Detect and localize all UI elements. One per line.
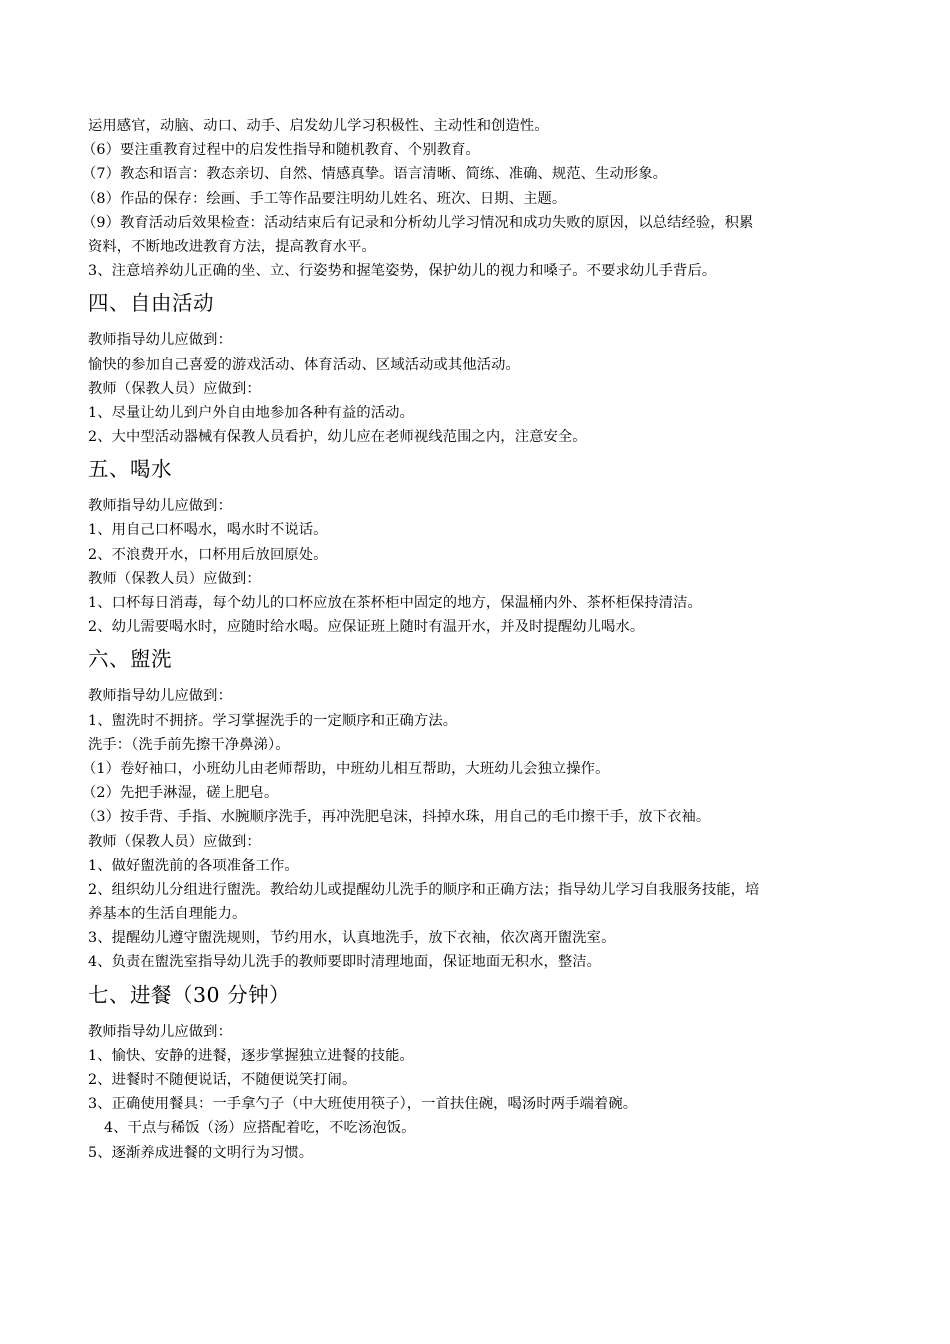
section-heading: 七、进餐（30 分钟） [88,982,291,1007]
text-line: 教师（保教人员）应做到： [88,833,261,850]
text-line: 教师（保教人员）应做到： [88,570,261,587]
text-line: 教师指导幼儿应做到： [88,332,232,349]
text-line: 运用感官，动脑、动口、动手、启发幼儿学习积极性、主动性和创造性。 [88,118,549,134]
text-line: 教师指导幼儿应做到： [88,1023,232,1040]
text-line: 1、口杯每日消毒，每个幼儿的口杯应放在茶杯柜中固定的地方，保温桶内外、茶杯柜保持清洁。 [88,595,702,611]
section-heading: 六、盥洗 [88,647,172,672]
text-line: 养基本的生活自理能力。 [88,906,247,923]
text-line: 2、幼儿需要喝水时，应随时给水喝。应保证班上随时有温开水，并及时提醒幼儿喝水。 [88,619,645,636]
text-line: 教师指导幼儿应做到： [88,498,232,515]
section-heading: 四、自由活动 [88,291,214,316]
text-line: 3、注意培养幼儿正确的坐、立、行姿势和握笔姿势，保护幼儿的视力和嗓子。不要求幼儿手背后。 [88,263,717,280]
section-heading: 五、喝水 [88,457,172,482]
text-line: （9）教育活动后效果检查：活动结束后有记录和分析幼儿学习情况和成功失败的原因，以总结经验，积累 [82,214,754,231]
text-line: 4、负责在盥洗室指导幼儿洗手的教师要即时清理地面，保证地面无积水，整洁。 [88,954,602,971]
text-line: 资料，不断地改进教育方法，提高教育水平。 [88,238,376,255]
text-line: 1、用自己口杯喝水，喝水时不说话。 [88,522,328,539]
text-line: 2、大中型活动器械有保教人员看护，幼儿应在老师视线范围之内，注意安全。 [88,429,587,446]
text-line: 教师（保教人员）应做到： [88,380,261,397]
text-line: 教师指导幼儿应做到： [88,688,232,705]
text-line: （8）作品的保存：绘画、手工等作品要注明幼儿姓名、班次、日期、主题。 [82,190,567,207]
text-line: （7）教态和语言：教态亲切、自然、情感真挚。语言清晰、简练、准确、规范、生动形象。 [82,166,668,183]
text-line: 4、干点与稀饭（汤）应搭配着吃，不吃汤泡饭。 [104,1120,416,1137]
document-page [82,114,873,1165]
text-line: 1、愉快、安静的进餐，逐步掌握独立进餐的技能。 [88,1047,414,1064]
text-line: 1、做好盥洗前的各项准备工作。 [88,857,299,874]
text-line: 1、盥洗时不拥挤。学习掌握洗手的一定顺序和正确方法。 [88,712,458,729]
text-line: （2）先把手淋湿，磋上肥皂。 [82,785,279,802]
text-line: 愉快的参加自己喜爱的游戏活动、体育活动、区域活动或其他活动。 [88,356,520,373]
text-line: 2、组织幼儿分组进行盥洗。教给幼儿或提醒幼儿洗手的顺序和正确方法；指导幼儿学习自我服务技能，培 [88,881,760,898]
text-line: 2、进餐时不随便说话，不随便说笑打闹。 [88,1072,357,1088]
text-line: 3、提醒幼儿遵守盥洗规则，节约用水，认真地洗手，放下衣袖，依次离开盥洗室。 [88,930,616,947]
text-line: （1）卷好袖口，小班幼儿由老师帮助，中班幼儿相互帮助，大班幼儿会独立操作。 [82,760,610,777]
text-line: （3）按手背、手指、水腕顺序洗手，再冲洗肥皂沫，抖掉水珠，用自己的毛巾擦干手，放下衣袖。 [82,809,711,826]
text-line: 洗手：（洗手前先擦干净鼻涕）。 [88,736,290,753]
text-line: （6）要注重教育过程中的启发性指导和随机教育、个别教育。 [82,142,480,159]
text-line: 5、逐渐养成进餐的文明行为习惯。 [88,1144,314,1161]
text-line: 3、正确使用餐具：一手拿勺子（中大班使用筷子），一首扶住碗，喝汤时两手端着碗。 [88,1096,638,1113]
text-line: 2、不浪费开水，口杯用后放回原处。 [88,546,328,563]
text-line: 1、尽量让幼儿到户外自由地参加各种有益的活动。 [88,404,414,421]
